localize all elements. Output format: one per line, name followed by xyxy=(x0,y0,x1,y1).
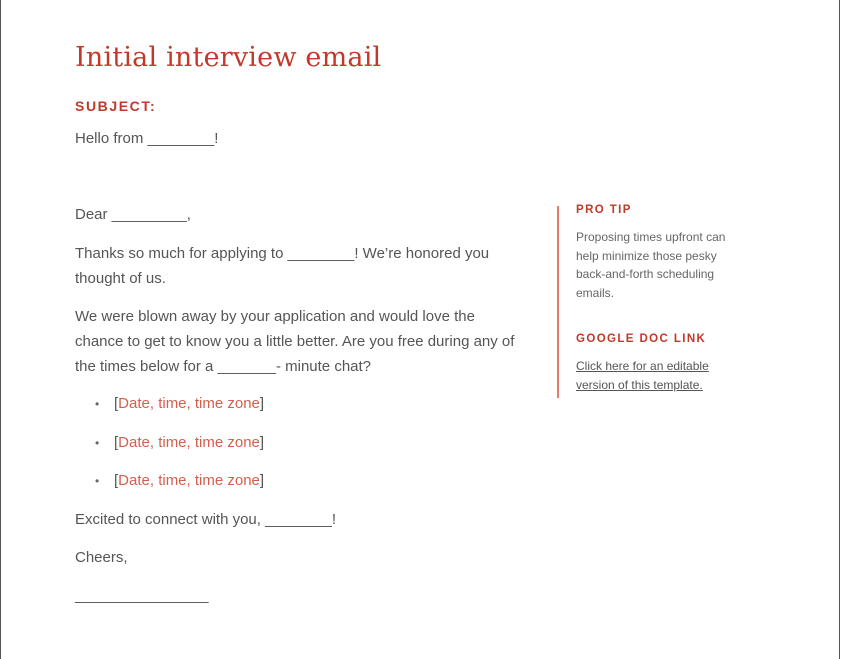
time-slot-item xyxy=(75,470,264,509)
bullet-icon: • xyxy=(95,397,100,411)
bracket-close: ] xyxy=(259,472,265,489)
closing-line: Excited to connect with you, ________! xyxy=(75,511,337,528)
time-slot-item xyxy=(75,393,264,432)
pro-tip-text: Proposing times upfront can help minimize those pesky back-and-forth scheduling emails. xyxy=(576,230,726,300)
time-slot-list xyxy=(75,393,264,509)
time-slot-placeholder: Date, time, time zone xyxy=(118,472,260,489)
bracket-open: [ xyxy=(114,472,119,489)
google-doc-link-heading: GOOGLE DOC LINK xyxy=(576,333,707,345)
paragraph-invitation: We were blown away by your application and would love the chance to get to know you a little better. Are you free during any of the times below for a _______- minute chat? xyxy=(75,308,515,375)
bullet-icon: • xyxy=(95,474,100,488)
bullet-icon: • xyxy=(95,435,100,450)
google-doc-link[interactable]: Click here for an editable version of this template. xyxy=(576,359,709,392)
signature-blank: ________________ xyxy=(75,587,209,604)
time-slot-item xyxy=(75,432,264,471)
paragraph-thanks: Thanks so much for applying to ________! We’re honored you thought of us. xyxy=(75,245,490,287)
time-slot-placeholder: Date, time, time zone xyxy=(118,395,260,412)
greeting-line: Dear _________, xyxy=(75,206,191,223)
subject-label: SUBJECT: xyxy=(75,98,157,114)
signoff-line: Cheers, xyxy=(75,549,128,566)
time-slot-placeholder: Date, time, time zone xyxy=(118,433,260,451)
page-edge-left xyxy=(0,0,1,659)
bracket-open: [ xyxy=(114,395,119,412)
page-title: Initial interview email xyxy=(75,42,382,73)
sidebar-divider xyxy=(557,206,559,398)
bracket-close: ] xyxy=(259,433,265,451)
subject-line: Hello from ________! xyxy=(75,130,219,147)
bracket-close: ] xyxy=(259,395,265,412)
pro-tip-heading: PRO TIP xyxy=(576,204,632,216)
bracket-open: [ xyxy=(114,433,119,451)
page-edge-right xyxy=(839,0,840,659)
